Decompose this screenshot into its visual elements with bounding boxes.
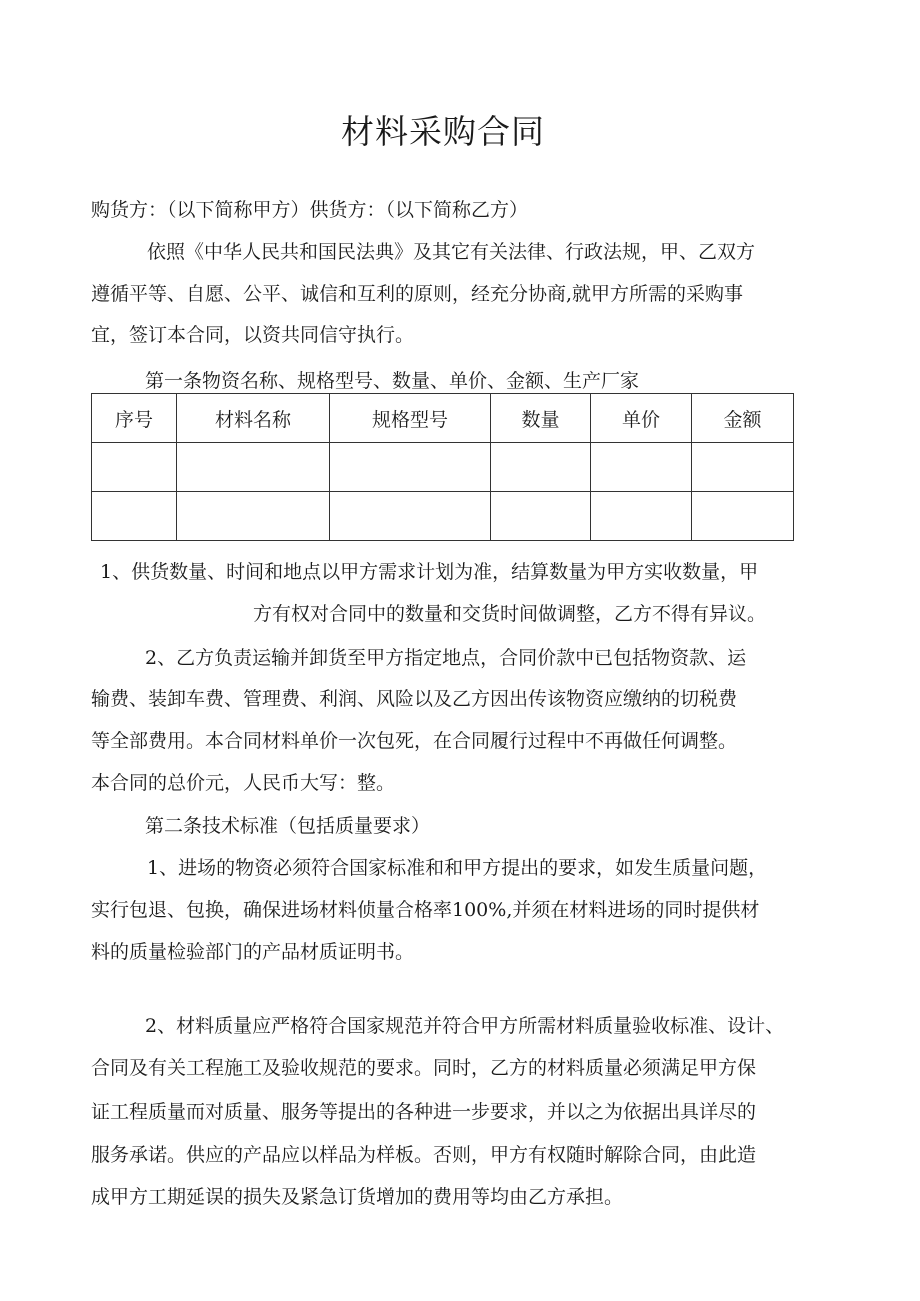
clause-line: 1、供货数量、时间和地点以甲方需求计划为准，结算数量为甲方实收数量，甲 xyxy=(100,561,759,583)
clause-line: 输费、装卸车费、管理费、利润、风险以及乙方因出传该物资应缴纳的切税费 xyxy=(91,688,738,710)
clause-line: 实行包退、包换，确保进场材料侦量合格率100%,并须在材料进场的同时提供材 xyxy=(91,899,760,921)
table-cell xyxy=(177,492,330,541)
column-header: 材料名称 xyxy=(177,394,330,443)
table-cell xyxy=(591,443,692,492)
column-header: 单价 xyxy=(591,394,692,443)
preamble-line: 遵循平等、自愿、公平、诚信和互利的原则，经充分协商,就甲方所需的采购事 xyxy=(91,283,744,305)
clause-line: 1、进场的物资必须符合国家标准和和甲方提出的要求，如发生质量问题， xyxy=(147,857,768,879)
preamble-line: 依照《中华人民共和国民法典》及其它有关法律、行政法规，甲、乙双方 xyxy=(147,241,756,263)
clause-line: 料的质量检验部门的产品材质证明书。 xyxy=(91,941,415,963)
materials-table xyxy=(91,393,794,541)
table-cell xyxy=(330,443,491,492)
parties-line: 购货方：（以下简称甲方）供货方：（以下简称乙方） xyxy=(91,199,529,221)
clause-line: 成甲方工期延误的损失及紧急订货增加的费用等均由乙方承担。 xyxy=(91,1186,624,1208)
table-cell xyxy=(692,443,794,492)
table-cell xyxy=(591,492,692,541)
table-row xyxy=(92,492,794,541)
clause-line: 服务承诺。供应的产品应以样品为样板。否则，甲方有权随时解除合同，由此造 xyxy=(91,1144,757,1166)
page-title: 材料采购合同 xyxy=(341,112,545,151)
clause-line: 等全部费用。本合同材料单价一次包死，在合同履行过程中不再做任何调整。 xyxy=(91,730,738,752)
clause-line: 合同及有关工程施工及验收规范的要求。同时，乙方的材料质量必须满足甲方保 xyxy=(91,1057,757,1079)
table-cell xyxy=(491,443,591,492)
table-cell xyxy=(92,443,177,492)
article-1-heading: 第一条物资名称、规格型号、数量、单价、金额、生产厂家 xyxy=(145,370,640,392)
clause-line: 2、乙方负责运输并卸货至甲方指定地点，合同价款中已包括物资款、运 xyxy=(145,647,747,669)
article-2-heading: 第二条技术标准（包括质量要求） xyxy=(145,815,431,837)
table-cell xyxy=(330,492,491,541)
table-cell xyxy=(92,492,177,541)
clause-line: 本合同的总价元，人民币大写：整。 xyxy=(91,772,396,794)
column-header: 数量 xyxy=(491,394,591,443)
clause-line: 方有权对合同中的数量和交货时间做调整，乙方不得有异议。 xyxy=(253,603,767,625)
column-header: 序号 xyxy=(92,394,177,443)
clause-line: 2、材料质量应严格符合国家规范并符合甲方所需材料质量验收标准、设计、 xyxy=(145,1015,785,1037)
preamble-line: 宜，签订本合同，以资共同信守执行。 xyxy=(91,324,415,346)
table-cell xyxy=(692,492,794,541)
table-cell xyxy=(177,443,330,492)
clause-line: 证工程质量而对质量、服务等提出的各种进一步要求，并以之为依据出具详尽的 xyxy=(91,1101,757,1123)
column-header: 金额 xyxy=(692,394,794,443)
table-row xyxy=(92,443,794,492)
table-header-row xyxy=(92,394,794,443)
column-header: 规格型号 xyxy=(330,394,491,443)
table-cell xyxy=(491,492,591,541)
